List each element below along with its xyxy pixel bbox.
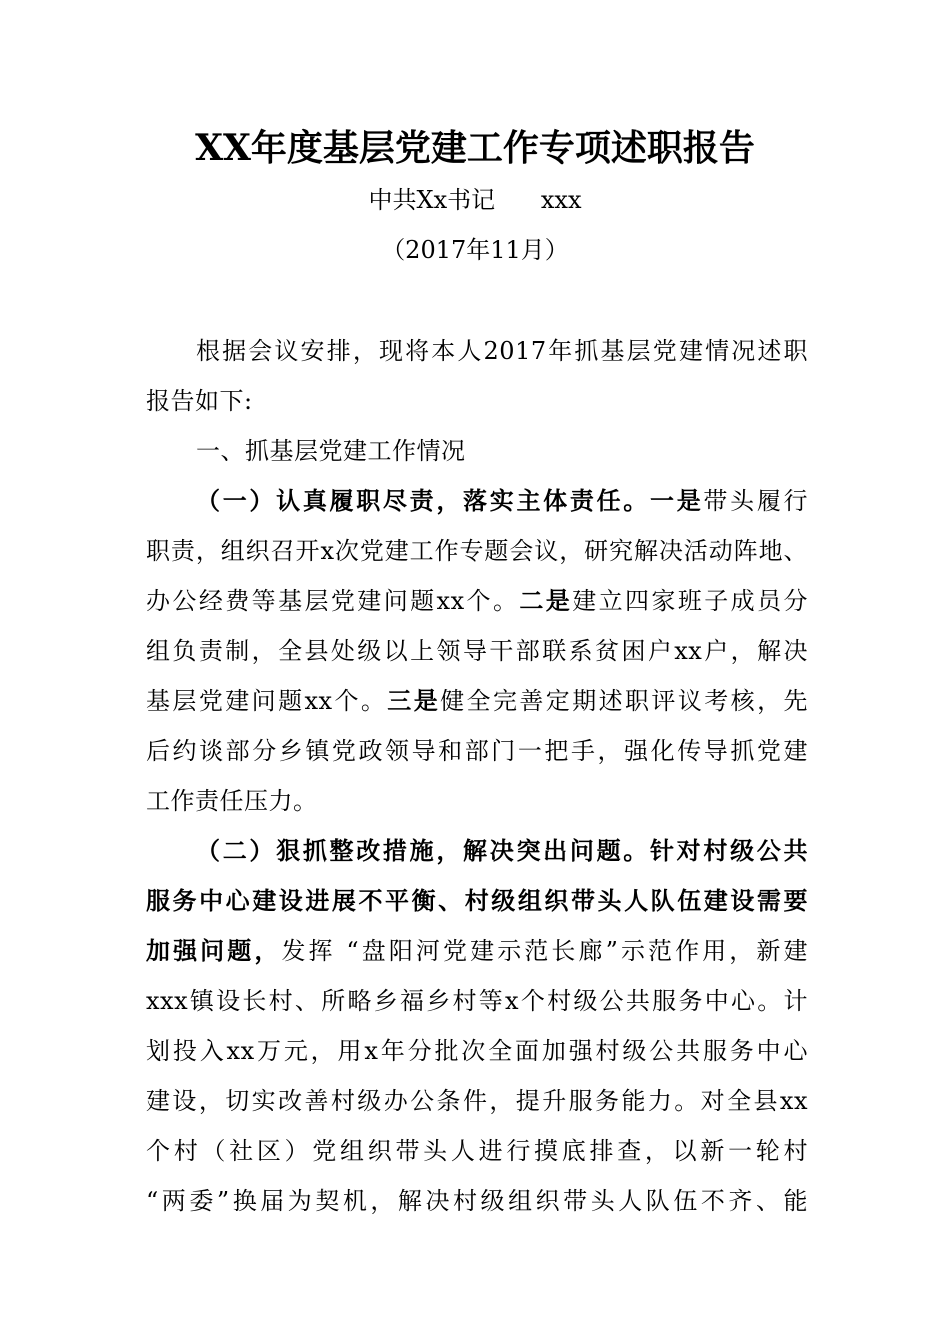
subsection-heading: （二）狠抓整改措施，解决突出问题。针对村级公共 [196, 836, 808, 865]
paragraph-line [146, 576, 808, 626]
intro-line: 报告如下: [146, 387, 253, 415]
section-heading: 一、抓基层党建工作情况 [196, 437, 466, 465]
paragraph-text: 基层党建问题xx个。 [146, 687, 388, 715]
emphasis-text: 二是 [519, 586, 573, 615]
paragraph-line: 后约谈部分乡镇党政领导和部门一把手，强化传导抓党建 [146, 737, 808, 765]
paragraph-line: “两委”换届为契机，解决村级组织带头人队伍不齐、能 [146, 1187, 808, 1215]
subsection-heading: （一）认真履职尽责，落实主体责任。 [196, 486, 650, 515]
paragraph-line: 建设，切实改善村级办公条件，提升服务能力。对全县xx [146, 1087, 808, 1115]
paragraph-line [146, 476, 808, 526]
paragraph-text: 建立四家班子成员分 [572, 587, 808, 615]
paragraph-text: 办公经费等基层党建问题xx个。 [146, 587, 520, 615]
paragraph-line: 工作责任压力。 [146, 787, 318, 815]
paragraph-line: 组负责制，全县处级以上领导干部联系贫困户xx户，解决 [146, 637, 808, 665]
paragraph-line: xxx镇设长村、所略乡福乡村等x个村级公共服务中心。计 [146, 987, 808, 1015]
document-author: 中共Xx书记 xxx [368, 186, 582, 214]
emphasis-text: 加强问题， [146, 936, 282, 965]
subsection-heading: 服务中心建设进展不平衡、村级组织带头人队伍建设需要 [146, 886, 808, 915]
emphasis-text: 一是 [649, 486, 704, 515]
paragraph-line [146, 926, 808, 976]
document-title: XX年度基层党建工作专项述职报告 [195, 127, 755, 169]
paragraph-line [146, 676, 808, 726]
paragraph-text: 健全完善定期述职评议考核，先 [440, 687, 808, 715]
paragraph-line: 划投入xx万元，用x年分批次全面加强村级公共服务中心 [146, 1037, 808, 1065]
paragraph-line: 职责，组织召开x次党建工作专题会议，研究解决活动阵地、 [146, 537, 808, 565]
paragraph-text: 发挥 “盘阳河党建示范长廊”示范作用，新建 [281, 937, 808, 965]
document-date: （2017年11月） [381, 236, 569, 264]
document-body [146, 326, 808, 1226]
paragraph-text: 带头履行 [703, 487, 809, 515]
emphasis-text: 三是 [387, 686, 441, 715]
paragraph-line: 个村（社区）党组织带头人进行摸底排查，以新一轮村 [146, 1137, 808, 1165]
intro-line: 根据会议安排，现将本人2017年抓基层党建情况述职 [196, 337, 808, 365]
